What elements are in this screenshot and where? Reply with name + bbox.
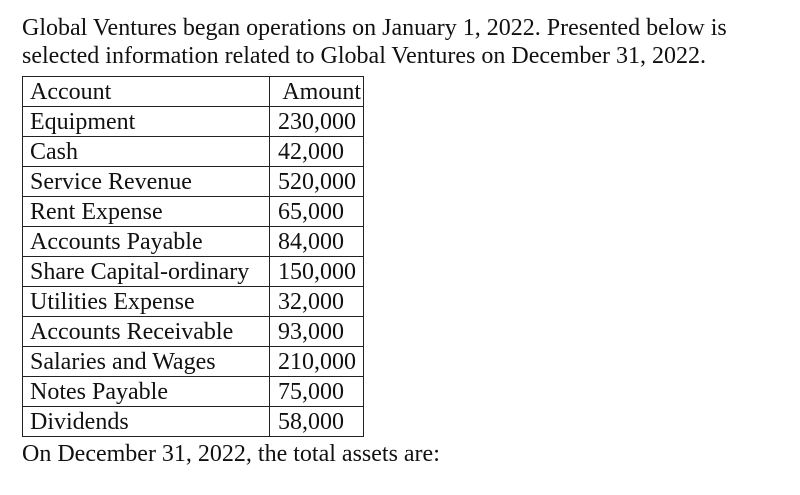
intro-line-2: selected information related to Global Ventures on December 31, 2022.: [22, 43, 707, 69]
account-amount: 32,000: [270, 287, 364, 317]
account-name: Salaries and Wages: [23, 347, 270, 377]
table-row: [23, 197, 364, 227]
account-amount: 93,000: [270, 317, 364, 347]
table-row: [23, 167, 364, 197]
intro-line-1: Global Ventures began operations on January 1, 2022. Presented below is: [22, 15, 727, 41]
account-amount: 58,000: [270, 407, 364, 437]
table-row: [23, 407, 364, 437]
table-row: [23, 107, 364, 137]
account-name: Accounts Payable: [23, 227, 270, 257]
account-amount: 150,000: [270, 257, 364, 287]
account-name: Equipment: [23, 107, 270, 137]
table-row: [23, 317, 364, 347]
account-amount: 65,000: [270, 197, 364, 227]
header-account: Account: [23, 77, 270, 107]
table-header-row: [23, 77, 364, 107]
account-name: Accounts Receivable: [23, 317, 270, 347]
account-amount: 210,000: [270, 347, 364, 377]
account-name: Share Capital-ordinary: [23, 257, 270, 287]
account-amount: 230,000: [270, 107, 364, 137]
account-name: Dividends: [23, 407, 270, 437]
intro-paragraph: [22, 14, 792, 70]
account-name: Cash: [23, 137, 270, 167]
account-amount: 42,000: [270, 137, 364, 167]
account-name: Notes Payable: [23, 377, 270, 407]
account-name: Utilities Expense: [23, 287, 270, 317]
account-amount: 520,000: [270, 167, 364, 197]
table-row: [23, 137, 364, 167]
question-text: On December 31, 2022, the total assets are:: [22, 441, 440, 467]
account-name: Rent Expense: [23, 197, 270, 227]
header-amount: Amount: [270, 77, 364, 107]
account-amount: 75,000: [270, 377, 364, 407]
table-row: [23, 347, 364, 377]
table-row: [23, 377, 364, 407]
account-amount: 84,000: [270, 227, 364, 257]
table-row: [23, 287, 364, 317]
table-row: [23, 257, 364, 287]
table-row: [23, 227, 364, 257]
account-name: Service Revenue: [23, 167, 270, 197]
accounts-table: [22, 76, 364, 437]
